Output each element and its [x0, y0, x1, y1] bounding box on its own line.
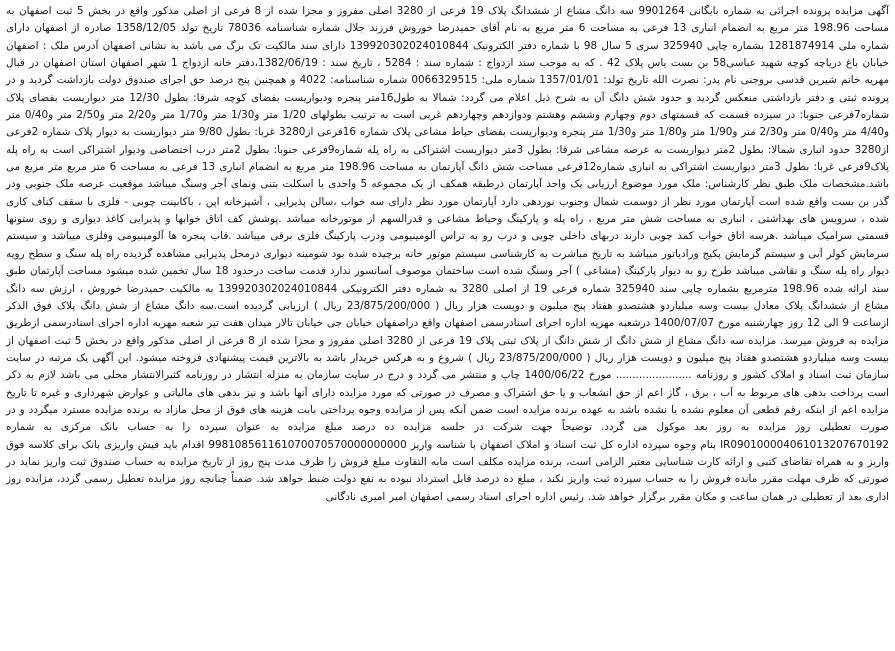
- notice-body-text: آگهی مزایده پرونده اجرائی به شماره بایگانی 9901264 سه دانگ مشاع از ششدانگ پلاک 19 فرعی از 3280 اصلی مفروز و مجزا شده از 8 فرعی از اصلی مذکور واقع در بخش 5 ثبت اصفهان به مساحت 198.96 متر مربع به انضمام انباری 13 فرعی به مساحت 6 متر مربع به نام آقای حمیدرضا خوروش فرزند جلال شماره شناسنامه 78036 تاریخ تولد 1358/12/05 صادره از اصفهان دارای شماره ملی 1281874914 بشماره چاپی 325940 سری 5 سال 98 با شماره دفتر الکترونیک 139920302024010844 دارای سند مالکیت تک برگ می باشد به نشانی اصفهان آدرس ملک : اصفهان خیابان باغ دریاچه کوچه شهید عباسی58 بن بست یاس پلاک 42 . که به موجب سند ازدواج : شماره سند : 5284 ، تاریخ سند : 1382/06/19،دفتر خانه ازدواج 1 شهر اصفهان استان اصفهان در قبال مهریه خانم شیرین قدسی بروجنی نام پدر: نصرت الله تاریخ تولد: 1357/01/01 شماره ملی: 0066329515 شماره شناسنامه: 4022 و همچنین پنج درصد حق اجرای صندوق دولت بازداشت گردید و در پرونده ثبتی و دفتر بازداشتی منعکس گردید و حدود شش دانگ آن به شرح ذیل اعلام می گردد: شمالا به طول16متر پنجره ودیواریست بفضای کوچه شرقا: بطول 12/30 متر دیواریست بفضای پلاک شماره7فرعی جنوبا: در سیزده قسمت که قسمتهای دوم وچهارم وششم وهشتم ودوازدهم وچهاردهم غربی است به ترتیب بطولهای 1/20 متر و1/30 متر و1/70 متر و2/20 متر و2/50 متر و0/40 متر و4/40 متر و0/40 متر و2/30 متر و1/90 متر و1/80 متر و1/30 متر پنجره ودیواریست بفضای حیاط مشاعی پلاک شماره 16فرعی از3280 غربا: بطول 9/80 متر دیواریست به دیوار پلاک شماره 2فرعی از3280 حدود انباری شمالا: بطول 2متر دیواریست به عرصه مشاعی شرقا: بطول 3متر دیواریست اشتراکی به راه پله شماره9فرعی جنوبا: بطول 2متر درب اختصاصی ودیوار اشتراکی است به راه پله پلاک9فرعی غربا: بطول 3متر دیواریست اشتراکی به انباری شماره12فرعی مساحت شش دانگ آپارتمان به مساحت 198.96 متر مربع به انضمام انباری 13 فرعی به مساحت 6 متر مربع متر مربع می باشد.مشخصات ملک طبق نظر کارشناس: ملک مورد موضوع ارزیابی یک واحد آپارتمان درطبقه همکف از یک مجموعه 5 واحدی با اسکلت بتنی ونمای آجر وسنگ میباشد موقعیت عرصه ملک جنوبی ودر گذر بن بست واقع شده است آپارتمان مورد نظر از دوسمت شمال وجنوب نوردهی دارد آپارتمان مورد نظر دارای سه خواب ،سالن پذیرایی ، آشپزخانه اپن ، باکابینت چوبی - فلزی با سقف کناف کاری شده ، سرویس های بهداشتی ، انباری به مساحت شش متر مربع ، راه پله و پارکینگ وحیاط مشاعی و قدرالسهم از موتورخانه میباشد .پوشش کف اتاق خوابها و پذیرایی کاغذ دیواری و روی ستونها قسمتی سرامیک میباشد .هرسه اتاق خواب کمد چوبی دارند دربهای داخلی چوبی و درب رو به تراس آلومینیومی ودرب پارکینگ فلزی برقی میباشد .قاب پنجره ها آلومینیومی وفلزی میباشد و سیستم سرمایش کولر آبی و سیستم گرمایش پکیج ورادیاتور میباشد به تاریخ مباشرت به کارشناسی سیستم موتور خانه برچیده شده بود شومینه دیواری درمحل پذیرایی مشاهده گردیده راه پله سنگ و سطح رویه دیوار راه پله سنگ و نقاشی میباشد طرح رو به دیوار پارکینگ (مشاعی ) آجر وسنگ شده است ساختمان موصوف آسانسور ندارد قدمت ساخت درحدود 18 سال تخمین شده میشود مساحت آپارتمان طبق سند ارائه شده 198.96 مترمربع بشماره چاپی سند 325940 شماره فرعی 19 از اصلی 3280 به شماره دفتر الکترونیکی 139920302024010844 به مالکیت حمیدرضا خوروش ، ارزش سه دانگ مشاع از ششدانگ پلاک معادل بیست وسه میلیاردو هشتصدو هفتاد پنج میلیون و دویست هزار ریال ( 23/875/200/000 ریال ) ارزیابی گردیده است.سه دانگ مشاع از شش دانگ پلاک فوق الذکر ازساعت 9 الی 12 روز چهارشنبه مورخ 1400/07/07 درشعبه مهریه اداره اجرای اسنادرسمی اصفهان واقع دراصفهان خیابان جی خیابان تالار میدان هفت تیر شعبه مهریه اداره اجرای اسنادرسمی ازطریق مزایده به فروش میرسد. مزایده سه دانگ مشاع از شش دانگ از شش دانگ از پلاک ثبتی پلاک 19 فرعی از 3280 اصلی مفروز و مجزا شده از 8 فرعی از اصلی مذکور واقع در بخش 5 ثبت اصفهان از بیست وسه میلیاردو هشتصدو هفتاد پنج میلیون و دویست هزار ریال ( 23/875/200/000 ریال ) شروع و به هرکس خریدار باشد به بالاترین قیمت پیشنهادی فروخته میشود. این آگهی یک مرتبه در سایت سازمان ثبت اسناد و املاک کشور و روزنامه ....................... مورخ 1400/06/22 چاپ و منتشر می گردد و درج در سایت سازمان به منزله انتشار در روزنامه کثیرالانتشار محلی می باشد لازم به ذکر است پرداخت بدهی های مربوط به آب ، برق ، گاز اعم از حق انشعاب و یا حق اشتراک و مصرف در صورتی که مورد مزایده دارای آنها باشد و نیز بدهی های مالیاتی و عوارض شهرداری و غیره تا تاریخ مزایده اعم از اینکه رقم قطعی آن معلوم نشده یا نشده باشد به عهده برنده مزایده است ضمن آنکه پس از مزایده وجوه پرداختی بابت هزینه های فوق از محل مازاد به برنده مزایده مسترد میگردد و در صورت تعطیلی روز مزایده به روز بعد موکول می گردد. توضیحاً جهت شرکت در جلسه مزایده ده درصد مبلغ مزایده به عنوان سپرده را به حساب بانک مرکزی به شماره IR090100004061013207670192 بنام وجوه سپرده اداره کل ثبت اسناد و املاک اصفهان با شناسه واریز 998108561161070070570000000000 اقدام باید فیش واریزی بانک برای کلاسه فوق واریز و به همراه تقاضای کتبی و ارائه کارت شناسایی معتبر الزامی است، برنده مزایده مکلف است مابه التفاوت مبلغ فروش را ظرف مدت پنج روز از تاریخ مزایده به حساب صندوق ثبت واریز نماید در صورتی که ظرف مهلت مقرر مانده فروش را به حساب سپرده ثبت واریز نکند ، مبلغ ده درصد قابل استرداد نبوده به نفع دولت ضبط خواهد شد. ضمناً چنانچه روز مزایده تعطیل رسمی گردد، مزایده روز اداری بعد از تعطیلی در همان ساعت و مکان مقرر برگزار خواهد شد. رئیس اداره اجرای اسناد رسمی اصفهان امیر امیری نادگانی: [6, 5, 890, 503]
